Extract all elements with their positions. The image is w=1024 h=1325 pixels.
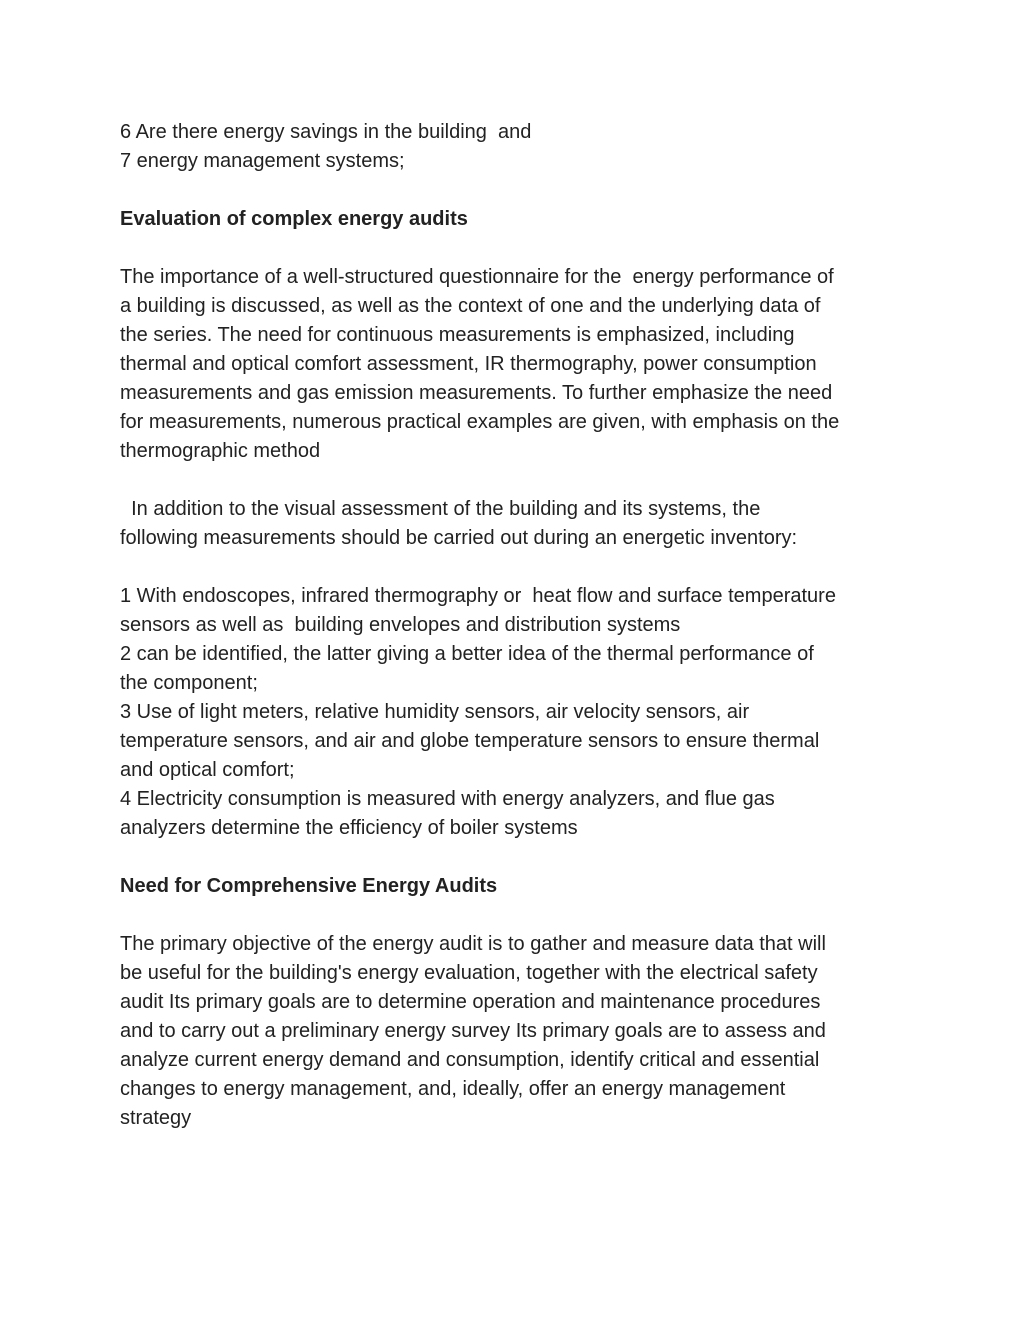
paragraph-line: and to carry out a preliminary energy survey Its primary goals are to assess and [120,1020,826,1042]
section-heading-evaluation: Evaluation of complex energy audits [120,208,468,230]
list-line: 3 Use of light meters, relative humidity sensors, air velocity sensors, air [120,701,750,723]
paragraph-line: a building is discussed, as well as the context of one and the underlying data of [120,295,821,317]
paragraph-line: the series. The need for continuous measurements is emphasized, including [120,324,795,346]
spacer [120,176,910,205]
intro-list [120,118,910,176]
paragraph-line: strategy [120,1107,192,1129]
list-line: 2 can be identified, the latter giving a better idea of the thermal performance of [120,643,814,665]
spacer [120,843,910,872]
measurement-list [120,582,910,843]
paragraph-line: In addition to the visual assessment of the building and its systems, the [120,498,761,520]
spacer [120,901,910,930]
paragraph-line: audit Its primary goals are to determine operation and maintenance procedures [120,991,821,1013]
paragraph-line: The primary objective of the energy audit is to gather and measure data that will [120,933,826,955]
paragraph-line: analyze current energy demand and consumption, identify critical and essential [120,1049,820,1071]
section-heading-comprehensive: Need for Comprehensive Energy Audits [120,875,498,897]
paragraph-importance [120,263,910,466]
list-item: 6 Are there energy savings in the building and [120,121,532,143]
spacer [120,466,910,495]
list-line: 1 With endoscopes, infrared thermography or heat flow and surface temperature [120,585,836,607]
paragraph-line: be useful for the building's energy evaluation, together with the electrical safety [120,962,818,984]
list-item: 7 energy management systems; [120,150,405,172]
paragraph-primary-objective [120,930,910,1133]
paragraph-line: for measurements, numerous practical examples are given, with emphasis on the [120,411,840,433]
spacer [120,234,910,263]
paragraph-visual-assessment [120,495,910,553]
paragraph-line: thermal and optical comfort assessment, IR thermography, power consumption [120,353,817,375]
paragraph-line: thermographic method [120,440,321,462]
list-line: analyzers determine the efficiency of boiler systems [120,817,578,839]
document-page [120,118,910,1133]
list-line: temperature sensors, and air and globe temperature sensors to ensure thermal [120,730,820,752]
paragraph-line: The importance of a well-structured questionnaire for the energy performance of [120,266,834,288]
spacer [120,553,910,582]
list-line: and optical comfort; [120,759,295,781]
paragraph-line: measurements and gas emission measurements. To further emphasize the need [120,382,833,404]
paragraph-line: changes to energy management, and, ideally, offer an energy management [120,1078,786,1100]
list-line: the component; [120,672,258,694]
list-line: sensors as well as building envelopes and distribution systems [120,614,681,636]
list-line: 4 Electricity consumption is measured with energy analyzers, and flue gas [120,788,775,810]
paragraph-line: following measurements should be carried out during an energetic inventory: [120,527,798,549]
